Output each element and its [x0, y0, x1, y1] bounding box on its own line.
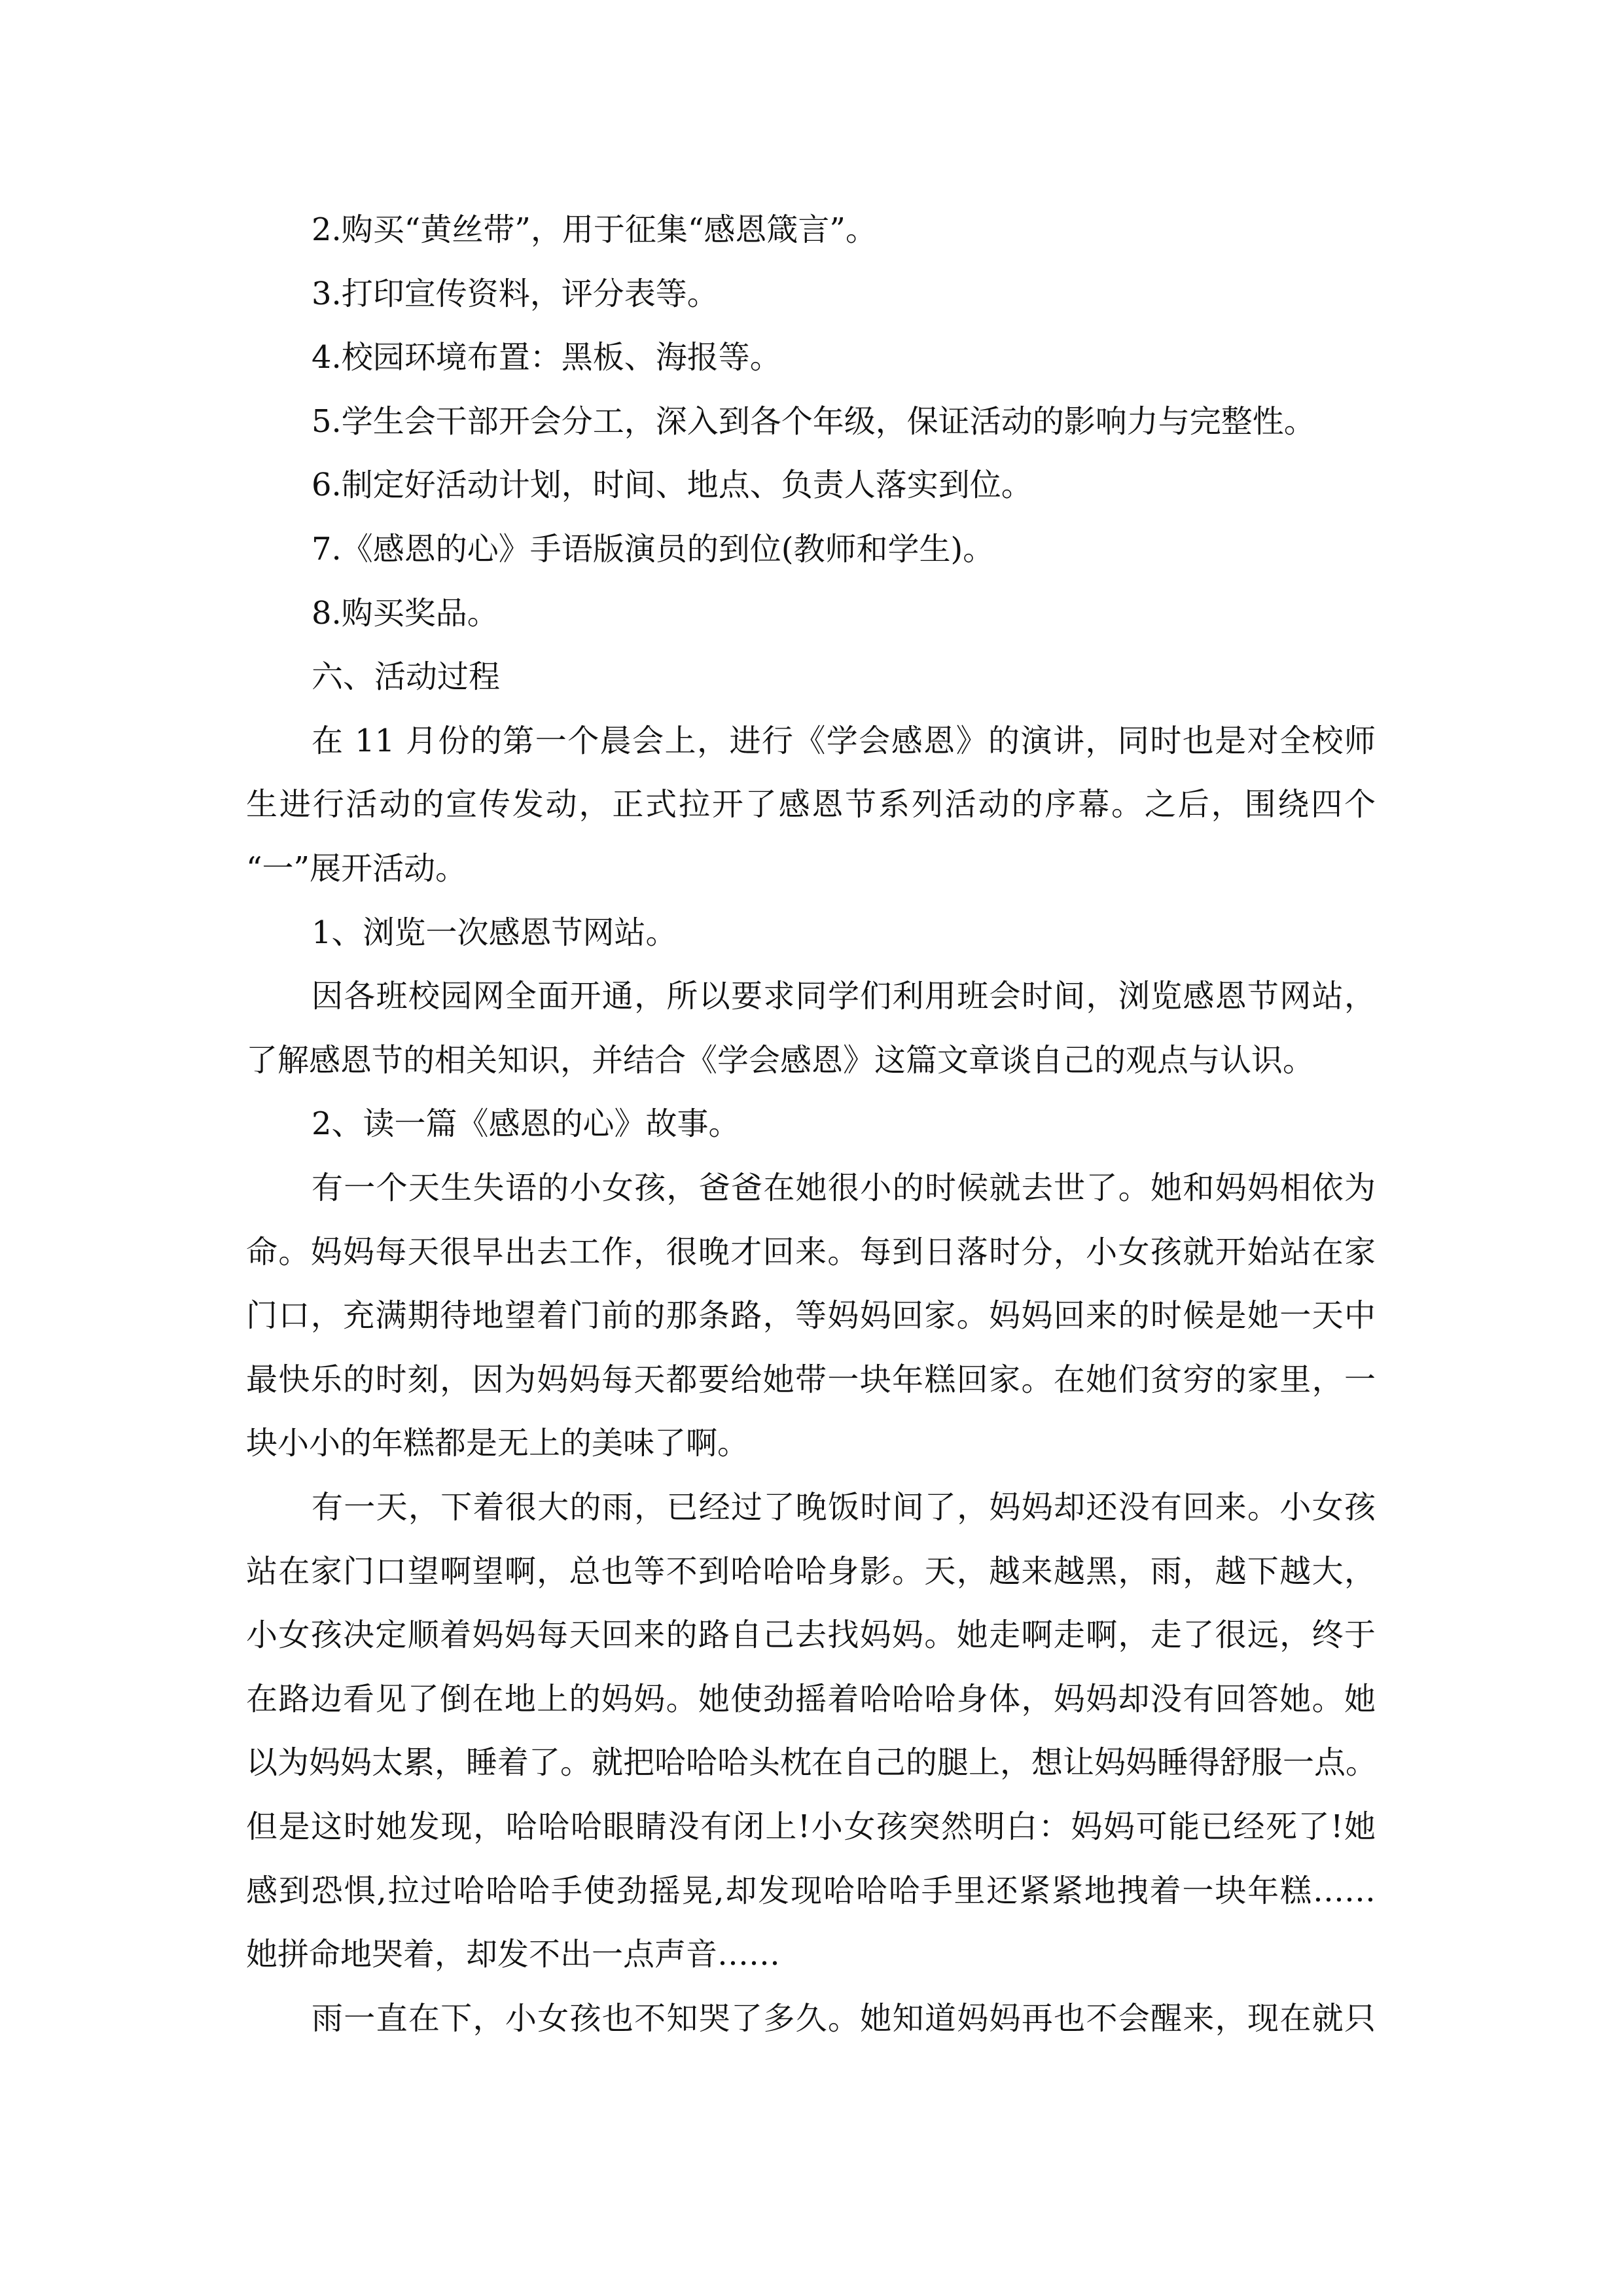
- text-line: 她拼命地哭着，却发不出一点声音……: [246, 1936, 781, 1973]
- text-line: 2、读一篇《感恩的心》故事。: [312, 1105, 740, 1143]
- text-line: 小女孩决定顺着妈妈每天回来的路自己去找妈妈。她走啊走啊，走了很远，终于: [246, 1617, 1376, 1654]
- text-line: 了解感恩节的相关知识，并结合《学会感恩》这篇文章谈自己的观点与认识。: [246, 1041, 1315, 1079]
- text-line: “一”展开活动。: [246, 850, 467, 887]
- text-line: 1、浏览一次感恩节网站。: [312, 914, 677, 951]
- text-line: 因各班校园网全面开通，所以要求同学们利用班会时间，浏览感恩节网站，: [312, 978, 1376, 1015]
- text-line: 最快乐的时刻，因为妈妈每天都要给她带一块年糕回家。在她们贫穷的家里，一: [246, 1361, 1376, 1398]
- text-line: 但是这时她发现，哈哈哈眼睛没有闭上!小女孩突然明白：妈妈可能已经死了!她: [246, 1808, 1376, 1845]
- text-line: 雨一直在下，小女孩也不知哭了多久。她知道妈妈再也不会醒来，现在就只: [312, 2000, 1376, 2037]
- text-line: 7.《感恩的心》手语版演员的到位(教师和学生)。: [312, 531, 995, 567]
- text-line: 8.购买奖品。: [312, 594, 499, 632]
- text-line: 在路边看见了倒在地上的妈妈。她使劲摇着哈哈哈身体，妈妈却没有回答她。她: [246, 1680, 1376, 1717]
- text-line: 3.打印宣传资料，评分表等。: [312, 275, 719, 312]
- text-line: 5.学生会干部开会分工，深入到各个年级，保证活动的影响力与完整性。: [312, 403, 1315, 440]
- text-line: 6.制定好活动计划，时间、地点、负责人落实到位。: [312, 467, 1033, 504]
- text-line: 在 11 月份的第一个晨会上，进行《学会感恩》的演讲，同时也是对全校师: [312, 722, 1376, 759]
- text-line: 门口，充满期待地望着门前的那条路，等妈妈回家。妈妈回来的时候是她一天中: [246, 1297, 1376, 1335]
- text-line: 命。妈妈每天很早出去工作，很晚才回来。每到日落时分，小女孩就开始站在家: [246, 1233, 1376, 1270]
- text-line: 有一个天生失语的小女孩，爸爸在她很小的时候就去世了。她和妈妈相依为: [312, 1170, 1376, 1206]
- text-line: 六、活动过程: [312, 658, 501, 696]
- text-line: 站在家门口望啊望啊，总也等不到哈哈哈身影。天，越来越黑，雨，越下越大，: [246, 1552, 1376, 1590]
- text-line: 感到恐惧,拉过哈哈哈手使劲摇晃,却发现哈哈哈手里还紧紧地拽着一块年糕……: [246, 1872, 1376, 1909]
- text-line: 4.校园环境布置：黑板、海报等。: [312, 339, 781, 376]
- text-line: 生进行活动的宣传发动，正式拉开了感恩节系列活动的序幕。之后，围绕四个: [246, 786, 1376, 823]
- text-line: 有一天，下着很大的雨，已经过了晚饭时间了，妈妈却还没有回来。小女孩: [312, 1489, 1376, 1526]
- text-line: 块小小的年糕都是无上的美味了啊。: [246, 1425, 749, 1462]
- text-line: 以为妈妈太累，睡着了。就把哈哈哈头枕在自己的腿上，想让妈妈睡得舒服一点。: [246, 1744, 1378, 1782]
- text-line: 2.购买“黄丝带”，用于征集“感恩箴言”。: [312, 211, 877, 248]
